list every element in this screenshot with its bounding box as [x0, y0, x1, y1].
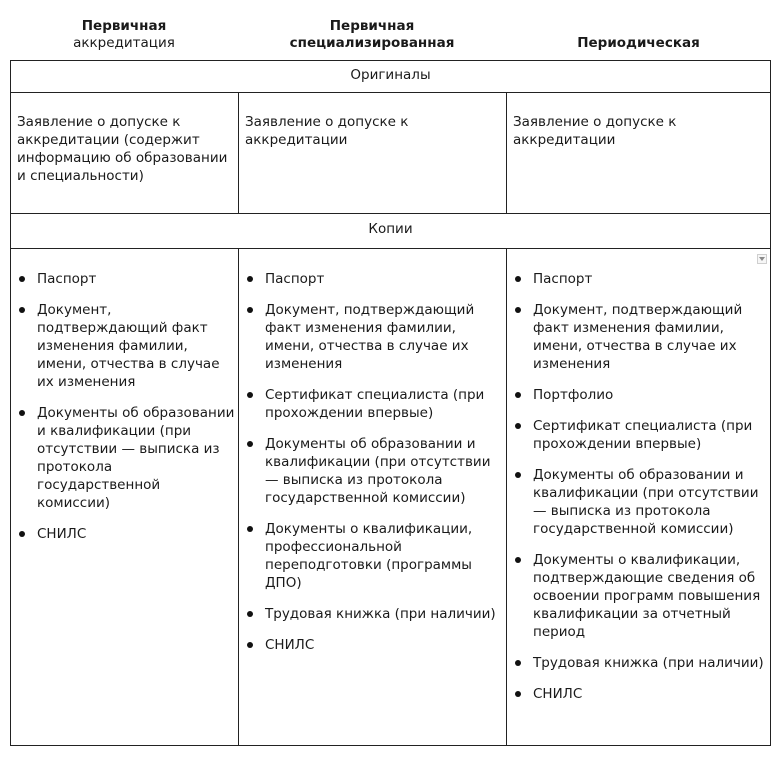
row-divider [11, 213, 770, 214]
header-primary [10, 0, 238, 60]
header-periodic [506, 0, 771, 60]
column-divider [506, 248, 507, 745]
list-item: Сертификат специалиста (при прохождении впервые) [245, 386, 503, 422]
list-item: Документы о квалификации, подтверждающие сведения об освоении программ повышения квалификации за отчетный период [513, 551, 769, 641]
list-item: Документы об образовании и квалификации (при отсутствии — выписка из протокола государственной комиссии) [245, 435, 503, 507]
list-item: Портфолио [513, 386, 769, 404]
copies-label: Копии [368, 221, 413, 237]
list-item: СНИЛС [17, 525, 235, 543]
column-divider [238, 92, 239, 213]
copies-periodic-list [513, 270, 769, 703]
list-item: Сертификат специалиста (при прохождении впервые) [513, 417, 769, 453]
header-primary-specialized [238, 0, 506, 60]
list-item: Документы об образовании и квалификации (при отсутствии — выписка из протокола государственной комиссии) [513, 466, 769, 538]
list-item: СНИЛС [245, 636, 503, 654]
header-periodic-bold: Периодическая [577, 35, 700, 51]
row-divider [11, 92, 770, 93]
column-divider [238, 248, 239, 745]
row-divider [11, 248, 770, 249]
accreditation-table [10, 60, 771, 746]
list-item: Трудовая книжка (при наличии) [513, 654, 769, 672]
column-divider [506, 92, 507, 213]
header-primary-normal: аккредитация [73, 35, 175, 51]
header-primary-bold: Первичная [81, 18, 167, 34]
copies-periodic [513, 270, 769, 716]
originals-periodic: Заявление о допуске к аккредитации [513, 114, 677, 148]
list-item: Документы об образовании и квалификации (при отсутствии — выписка из протокола государственной комиссии) [17, 404, 235, 512]
list-item: Документ, подтверждающий факт изменения фамилии, имени, отчества в случае их изменения [17, 301, 235, 391]
list-item: Паспорт [513, 270, 769, 288]
header-specialized-bold2: специализированная [289, 35, 455, 51]
copies-specialized [245, 270, 503, 667]
originals-specialized: Заявление о допуске к аккредитации [245, 114, 409, 148]
originals-label: Оригиналы [350, 67, 431, 83]
header-specialized-bold: Первичная [329, 18, 415, 34]
list-item: Документы о квалификации, профессиональной переподготовки (программы ДПО) [245, 520, 503, 592]
list-item: Трудовая книжка (при наличии) [245, 605, 503, 623]
list-item: СНИЛС [513, 685, 769, 703]
copies-primary [17, 270, 235, 556]
copies-primary-list [17, 270, 235, 543]
list-item: Документ, подтверждающий факт изменения фамилии, имени, отчества в случае их изменения [245, 301, 503, 373]
list-item: Паспорт [245, 270, 503, 288]
chevron-down-icon[interactable] [757, 254, 767, 264]
list-item: Паспорт [17, 270, 235, 288]
list-item: Документ, подтверждающий факт изменения фамилии, имени, отчества в случае их изменения [513, 301, 769, 373]
originals-primary: Заявление о допуске к аккредитации (содержит информацию об образовании и специальности) [17, 114, 228, 184]
copies-specialized-list [245, 270, 503, 654]
